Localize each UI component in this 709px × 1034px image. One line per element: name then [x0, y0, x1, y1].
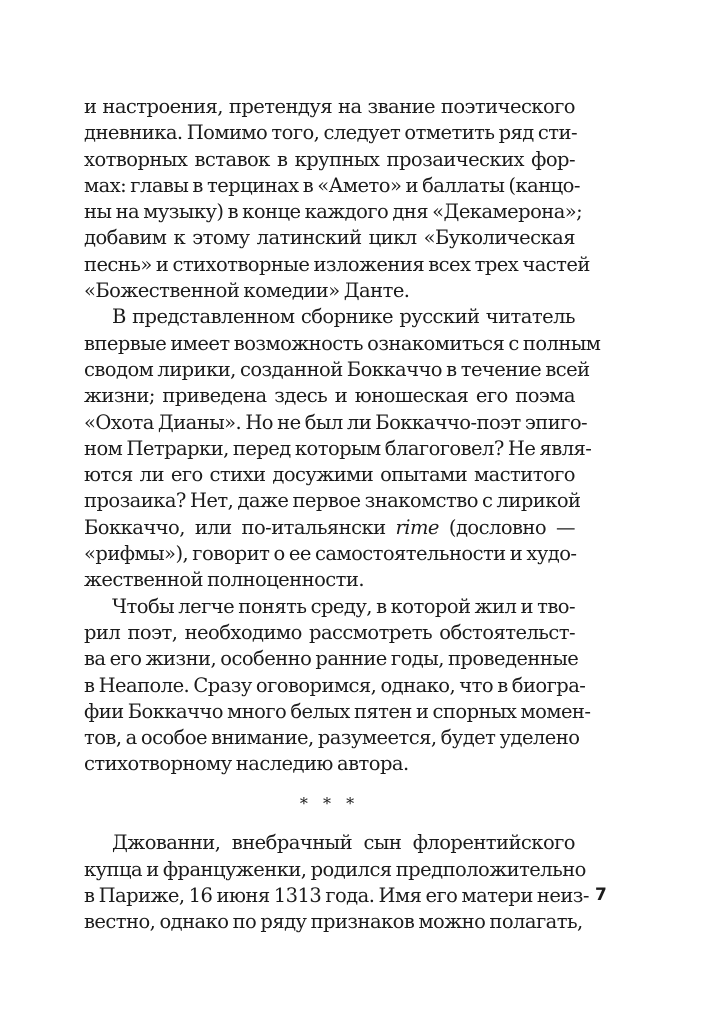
text-line: мах: главы в терцинах в «Амето» и баллаты (канцо-	[84, 173, 580, 197]
text-line: рил поэт, необходимо рассмотреть обстоятельст-	[84, 620, 575, 644]
text-line-with-italic	[84, 515, 575, 541]
italic-term-rime: rime	[395, 515, 439, 539]
text-line: стихотворному наследию автора.	[84, 752, 409, 776]
text-line: добавим к этому латинский цикл «Буколическая	[84, 226, 575, 250]
text-line: впервые имеет возможность ознакомиться с полным	[84, 331, 601, 355]
text-line: купца и француженки, родился предположительно	[84, 857, 586, 881]
text-line: «рифмы»), говорит о ее самостоятельности и худо-	[84, 542, 577, 566]
text-line: прозаика? Нет, даже первое знакомство с лирикой	[84, 489, 581, 513]
paragraph-start-line: В представленном сборнике русский читатель	[112, 305, 575, 329]
text-line: ны на музыку) в конце каждого дня «Декамерона»;	[84, 200, 583, 224]
rime-line-before: Боккаччо, или по-итальянски	[84, 515, 396, 539]
text-line: жизни; приведена здесь и юношеская его поэма	[84, 384, 575, 408]
text-line: хотворных вставок в крупных прозаических фор-	[84, 147, 575, 171]
text-line: тов, а особое внимание, разумеется, будет уделено	[84, 726, 580, 750]
body-text	[84, 94, 601, 936]
text-line: в Париже, 16 июня 1313 года. Имя его матери неиз-	[84, 883, 589, 907]
paragraph-start-line: Джованни, внебрачный сын флорентийского	[112, 831, 575, 855]
text-line: вестно, однако по ряду признаков можно полагать,	[84, 910, 583, 934]
text-line: дневника. Помимо того, следует отметить ряд сти-	[84, 121, 577, 145]
text-line: песнь» и стихотворные изложения всех трех частей	[84, 252, 590, 276]
text-line: ном Петрарки, перед которым благоговел? Не явля-	[84, 436, 592, 460]
page-number: 7	[595, 885, 607, 905]
rime-line-after: (дословно —	[438, 515, 576, 539]
paragraph-start-line: Чтобы легче понять среду, в которой жил и тво-	[112, 594, 575, 618]
text-line: «Божественной комедии» Данте.	[84, 279, 410, 303]
text-line: ва его жизни, особенно ранние годы, проведенные	[84, 647, 579, 671]
text-line: и настроения, претендуя на звание поэтического	[84, 95, 575, 118]
text-line: в Неаполе. Сразу оговоримся, однако, что в биогра-	[84, 673, 586, 697]
text-line: жественной полноценности.	[84, 568, 364, 592]
text-line: «Охота Дианы». Но не был ли Боккаччо-поэт эпигo-	[84, 410, 588, 434]
section-separator: * * *	[299, 793, 360, 813]
text-line: сводом лирики, созданной Боккаччо в течение всей	[84, 357, 590, 381]
text-line: фии Боккаччо много белых пятен и спорных момен-	[84, 699, 591, 723]
text-line: ются ли его стихи досужими опытами маститого	[84, 463, 575, 487]
